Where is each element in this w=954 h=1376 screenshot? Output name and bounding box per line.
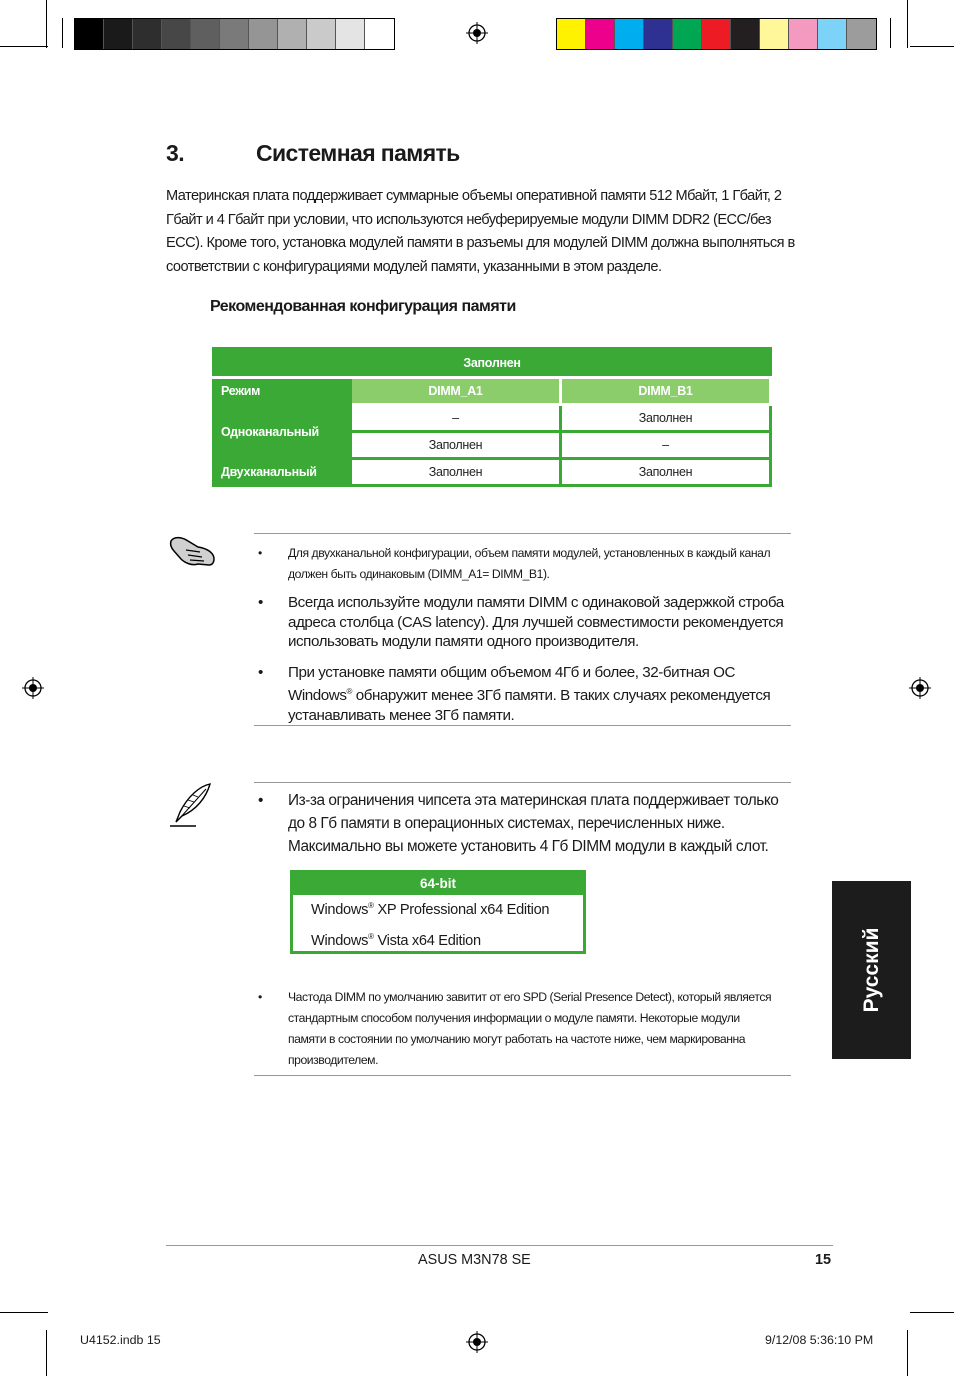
note-rule: [254, 782, 791, 783]
os-name: Windows: [311, 932, 369, 949]
color-swatch: [615, 19, 644, 49]
color-swatch: [760, 19, 789, 49]
crop-mark: [907, 0, 908, 48]
color-swatch: [133, 19, 162, 49]
note-rule: [254, 533, 791, 534]
color-swatch: [104, 19, 133, 49]
color-swatch: [278, 19, 307, 49]
dimm-b1-header: DIMM_B1: [561, 378, 771, 405]
color-swatch: [557, 19, 586, 49]
color-swatch: [336, 19, 365, 49]
color-swatch: [75, 19, 104, 49]
note-text: обнаружит менее 3Гб памяти. В таких случаях рекомендуется устанавливать менее 3Гб памяти.: [288, 687, 771, 724]
config-heading: Рекомендованная конфигурация памяти: [210, 298, 516, 315]
language-tab: [832, 881, 911, 1059]
color-swatch: [249, 19, 278, 49]
color-swatch: [731, 19, 760, 49]
bullet: •: [258, 792, 263, 809]
table-cell: Заполнен: [351, 459, 561, 486]
slug-file: U4152.indb 15: [80, 1333, 161, 1347]
process-color-bar: [556, 18, 877, 50]
pointing-hand-icon: [168, 533, 218, 573]
bullet: •: [258, 594, 263, 611]
list-item: [258, 663, 792, 726]
memory-config-table: [212, 347, 772, 487]
color-swatch: [307, 19, 336, 49]
color-swatch: [673, 19, 702, 49]
mode-label: Режим: [214, 378, 351, 405]
table-cell: –: [351, 405, 561, 432]
note-rule: [254, 1075, 791, 1076]
os-edition: XP Professional x64 Edition: [373, 901, 550, 918]
note-text: Частода DIMM по умолчанию завитит от его SPD (Serial Presence Detect), который является стандартным способом получения информации о модуле памяти. Некоторые модули памяти в состоянии по умолчанию могут работать на частоте ниже, чем маркированна производителем.: [288, 990, 772, 1067]
registered-mark: ®: [346, 687, 352, 696]
bullet: •: [258, 990, 262, 1004]
os-row: [311, 901, 549, 918]
color-swatch: [365, 19, 394, 49]
crop-mark: [62, 18, 63, 48]
language-tab-label: Русский: [859, 927, 883, 1013]
crop-mark: [46, 1330, 47, 1376]
color-swatch: [789, 19, 818, 49]
section-number: 3.: [166, 140, 185, 166]
os-name: Windows: [311, 901, 369, 918]
section-title: Системная память: [256, 140, 460, 166]
note-text: При установке памяти общим объемом 4Гб и более, 32-битная ОС Windows: [288, 663, 736, 705]
registered-mark: ®: [368, 901, 374, 910]
note-rule: [254, 725, 791, 726]
list-item: [258, 987, 778, 1071]
color-swatch: [702, 19, 731, 49]
grayscale-color-bar: [74, 18, 395, 50]
registration-mark-icon: [466, 22, 488, 44]
color-swatch: [191, 19, 220, 49]
page-number: 15: [815, 1252, 832, 1268]
table-cell: Заполнен: [561, 459, 771, 486]
footer-model: ASUS M3N78 SE: [418, 1252, 531, 1268]
registration-mark-icon: [909, 677, 931, 699]
crop-mark: [0, 1312, 48, 1313]
feather-pen-icon: [166, 780, 216, 830]
bullet: •: [258, 546, 262, 560]
color-swatch: [586, 19, 615, 49]
color-swatch: [644, 19, 673, 49]
intro-paragraph: Материнская плата поддерживает суммарные объемы оперативной памяти 512 Мбайт, 1 Гбайт, 2 Гбайт и 4 Гбайт при условии, что используются небуферируемые модули DIMM DDR2 (ECC/без ECC). Кроме того, установка модулей памяти в разъемы для модулей DIMM должна выполняться в соответствии с конфигурациями модулей памяти, указанными в этом разделе.: [166, 188, 795, 275]
registration-mark-icon: [22, 677, 44, 699]
warning-notes: [258, 543, 792, 725]
os-support-table: [290, 870, 586, 954]
crop-mark: [46, 0, 47, 48]
footer-rule: [166, 1245, 833, 1246]
table-cell: Заполнен: [561, 405, 771, 432]
info-notes-2: [258, 987, 778, 1071]
note-text: Всегда используйте модули памяти DIMM с одинаковой задержкой строба адреса столбца (CAS latency). Для лучшей совместимости рекомендуется использовать модули памяти одного производителя.: [288, 594, 784, 650]
color-swatch: [220, 19, 249, 49]
dimm-a1-header: DIMM_A1: [351, 378, 561, 405]
crop-mark: [890, 18, 891, 48]
color-swatch: [818, 19, 847, 49]
list-item: [258, 789, 794, 858]
table-cell: –: [561, 432, 771, 459]
color-swatch: [162, 19, 191, 49]
registered-mark: ®: [368, 932, 374, 941]
table-cell: Заполнен: [351, 432, 561, 459]
crop-mark: [910, 1312, 954, 1313]
single-channel-label: Одноканальный: [214, 405, 351, 459]
os-table-header: 64-bit: [293, 873, 583, 895]
crop-mark: [910, 46, 954, 47]
note-text: Для двухканальной конфигурации, объем памяти модулей, установленных в каждый канал должен быть одинаковым (DIMM_A1= DIMM_B1).: [288, 546, 771, 581]
table-top-header: Заполнен: [214, 349, 771, 378]
info-notes: [258, 789, 794, 858]
slug-datetime: 9/12/08 5:36:10 PM: [765, 1333, 874, 1347]
list-item: [258, 593, 792, 652]
color-swatch: [847, 19, 876, 49]
crop-mark: [907, 1330, 908, 1376]
registration-mark-icon: [466, 1331, 488, 1353]
os-row: [311, 932, 481, 949]
bullet: •: [258, 663, 263, 681]
dual-channel-label: Двухканальный: [214, 459, 351, 486]
os-edition: Vista x64 Edition: [373, 932, 481, 949]
list-item: [258, 543, 792, 585]
note-text: Из-за ограничения чипсета эта материнская плата поддерживает только до 8 Гб памяти в операционных системах, перечисленных ниже. Максимально вы можете установить 4 Гб DIMM модули в каждый слот.: [288, 792, 779, 855]
crop-mark: [0, 46, 48, 47]
